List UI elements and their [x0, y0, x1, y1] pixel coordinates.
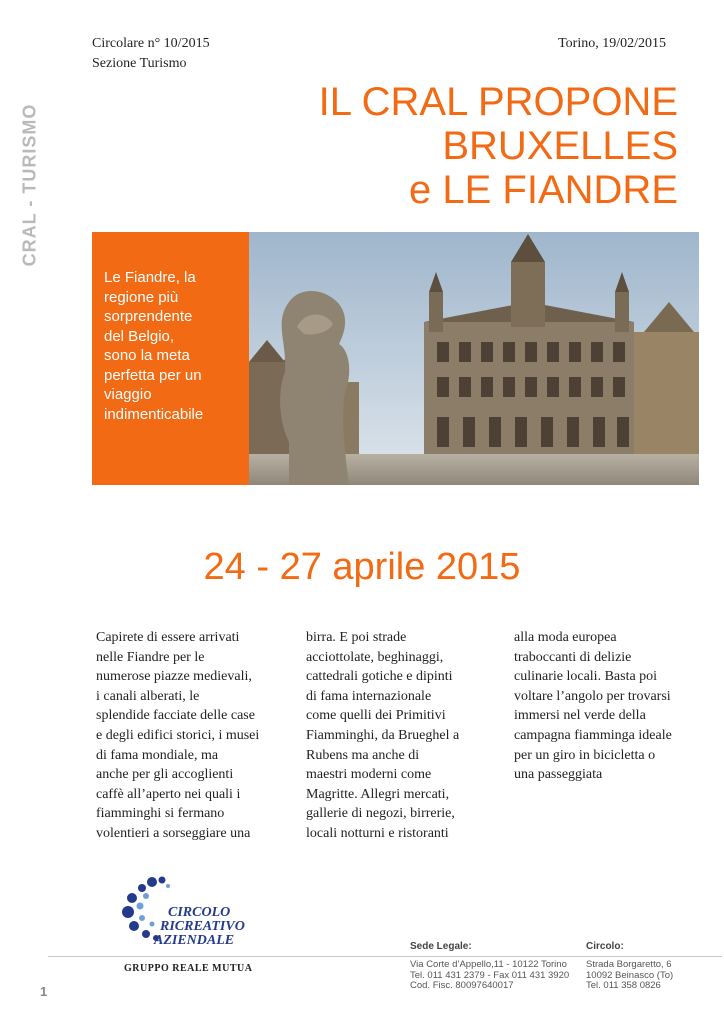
event-date: 24 - 27 aprile 2015	[203, 546, 521, 588]
sezione-label: Sezione Turismo	[92, 56, 187, 71]
body-line: Fiamminghi, da Brueghel a	[306, 727, 460, 743]
body-column-3	[514, 628, 699, 785]
body-line: maestri moderni come	[306, 767, 432, 783]
intro-line: regione più	[104, 288, 179, 306]
circolo-line: Strada Borgaretto, 6	[586, 959, 672, 970]
logo-line-3: AZIENDALE	[154, 933, 235, 948]
sede-address	[410, 960, 569, 992]
circolo-title: Circolo:	[586, 941, 624, 952]
circolo-address	[586, 960, 673, 992]
body-line: immersi nel verde della	[514, 708, 646, 724]
sede-title: Sede Legale:	[410, 941, 472, 952]
body-column-1	[96, 628, 281, 844]
logo-line-2: RICREATIVO	[160, 919, 245, 934]
sidebar-label-text: CRAL - TURISMO	[19, 103, 40, 267]
logo-gruppo: GRUPPO REALE MUTUA	[124, 963, 253, 974]
body-line: locali notturni e ristoranti	[306, 825, 449, 841]
intro-line: viaggio	[104, 386, 152, 403]
title-line-3: e LE FIANDRE	[409, 168, 678, 212]
body-line: di fama internazionale	[306, 688, 432, 704]
circolo-line: 10092 Beinasco (To)	[586, 969, 674, 981]
intro-line: perfetta per un	[104, 366, 202, 384]
body-line: birra. E poi strade	[306, 630, 407, 645]
title-line-2: BRUXELLES	[442, 124, 678, 168]
intro-line: del Belgio,	[104, 327, 175, 345]
body-line: di fama mondiale, ma	[96, 747, 219, 763]
body-line: campagna fiamminga ideale	[514, 727, 672, 743]
body-line: cattedrali gotiche e dipinti	[306, 669, 453, 685]
body-line: Rubens ma anche di	[306, 747, 420, 763]
page-title	[218, 80, 678, 212]
cral-logo	[118, 872, 278, 962]
body-line: gallerie di negozi, birrerie,	[306, 806, 455, 822]
grand-place-illustration	[249, 232, 699, 485]
circolo-line: Tel. 011 358 0826	[586, 980, 661, 991]
circolare-number: Circolare n° 10/2015	[92, 36, 210, 51]
footer-divider	[48, 956, 722, 957]
intro-line: indimenticabile	[104, 405, 204, 423]
body-line: voltare l’angolo per trovarsi	[514, 688, 671, 704]
sidebar-vertical-label	[10, 90, 50, 280]
body-line: fiamminghi si fermano	[96, 806, 225, 822]
body-line: anche per gli accoglienti	[96, 767, 234, 783]
logo-line-1: CIRCOLO	[168, 905, 231, 920]
body-line: Capirete di essere arrivati	[96, 630, 240, 645]
sede-line: Cod. Fisc. 80097640017	[410, 980, 514, 991]
body-line: come quelli dei Primitivi	[306, 708, 446, 724]
intro-line: Le Fiandre, la	[104, 269, 196, 286]
body-line: i canali alberati, le	[96, 688, 200, 704]
intro-line: sorprendente	[104, 308, 193, 325]
body-line: numerose piazze medievali,	[96, 669, 252, 685]
intro-line: sono la meta	[104, 347, 190, 364]
body-line: splendide facciate delle case	[96, 708, 255, 724]
body-line: Magritte. Allegri mercati,	[306, 786, 450, 802]
title-line-1: IL CRAL PROPONE	[318, 80, 678, 124]
body-line: una passeggiata	[514, 767, 603, 783]
body-line: nelle Fiandre per le	[96, 649, 205, 665]
body-line: volentieri a sorseggiare una	[96, 825, 251, 841]
body-column-2	[306, 628, 491, 844]
body-line: traboccanti di delizie	[514, 649, 632, 665]
page-number: 1	[40, 984, 48, 999]
body-line: alla moda europea	[514, 630, 617, 645]
body-line: per un giro in bicicletta o	[514, 747, 656, 763]
body-line: acciottolate, beghinaggi,	[306, 649, 444, 665]
intro-box	[92, 232, 249, 485]
grand-place-photo	[249, 232, 699, 485]
body-line: culinarie locali. Basta poi	[514, 669, 658, 685]
body-line: caffè all’aperto nei quali i	[96, 786, 241, 802]
body-line: e degli edifici storici, i musei	[96, 727, 260, 743]
place-date: Torino, 19/02/2015	[558, 36, 666, 51]
sede-line: Tel. 011 431 2379 - Fax 011 431 3920	[410, 969, 570, 981]
sede-line: Via Corte d’Appello,11 - 10122 Torino	[410, 959, 567, 970]
